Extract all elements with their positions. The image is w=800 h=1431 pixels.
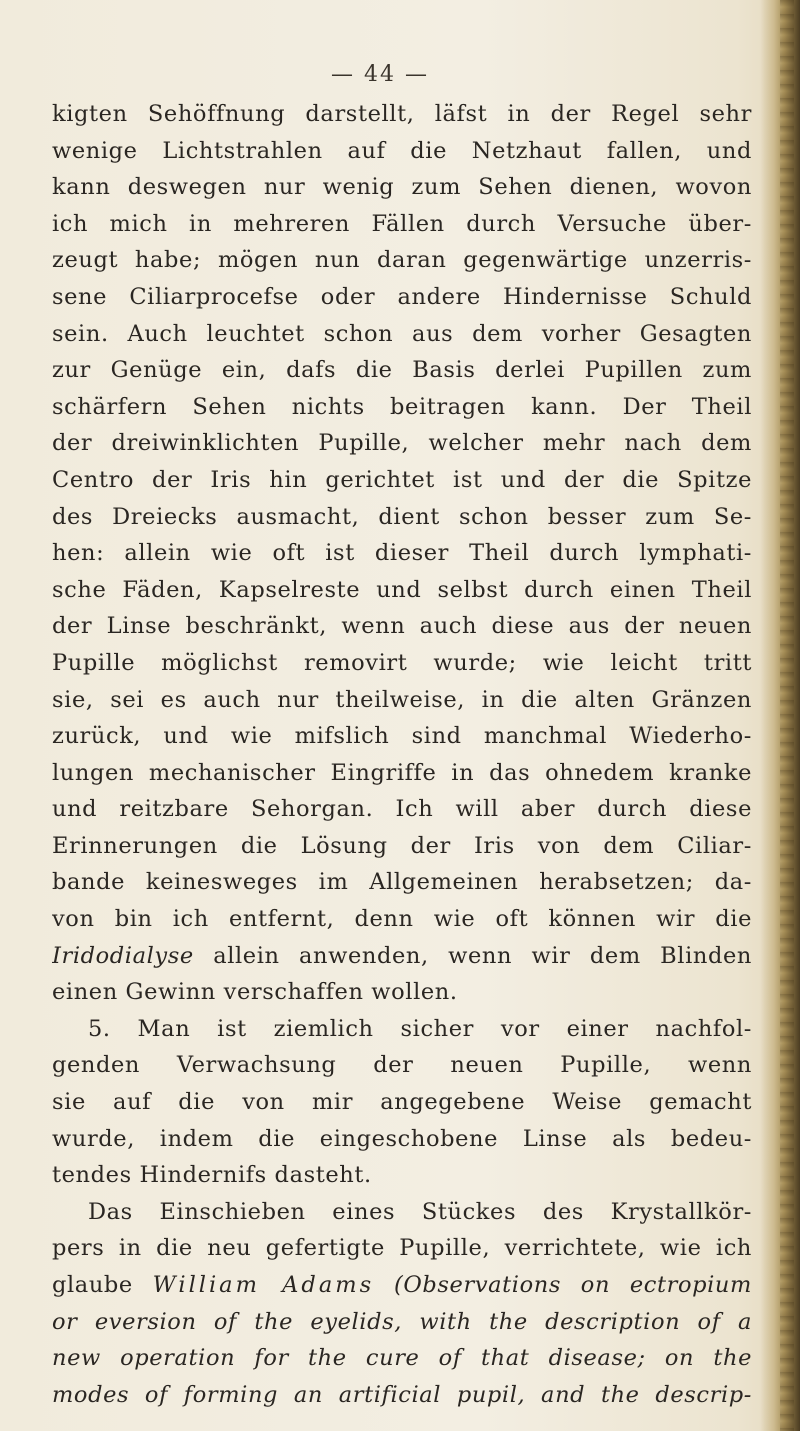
line-start: glaube (52, 1272, 133, 1298)
text-line: kann deswegen nur wenig zum Sehen dienen, wovon (52, 174, 752, 201)
text-line: des Dreiecks ausmacht, dient schon besser zum Se- (52, 503, 752, 530)
italic-term-iridodialyse: Iridodialyse (52, 942, 194, 969)
book-binding-edge (760, 0, 800, 1431)
text-line: wurde, indem die eingeschobene Linse als bedeu- (52, 1125, 752, 1152)
text-line: zeugt habe; mögen nun daran gegenwärtige unzerris- (52, 247, 752, 274)
text-line: zurück, und wie mifslich sind manchmal Wiederho- (52, 723, 752, 750)
text-line: bande keinesweges im Allgemeinen herabsetzen; da- (52, 869, 752, 896)
text-line: ich mich in mehreren Fällen durch Versuche über- (52, 210, 752, 237)
text-line: sein. Auch leuchtet schon aus dem vorher Gesagten (52, 320, 752, 347)
text-line: sene Ciliarprocefse oder andere Hindernisse Schuld (52, 283, 752, 310)
citation-start: (Observations on ectropium (393, 1272, 752, 1298)
text-line-with-term (52, 938, 752, 975)
text-line: einen Gewinn verschaffen wollen. (52, 979, 458, 1006)
text-line: lungen mechanischer Eingriffe in das ohnedem kranke (52, 759, 752, 786)
text-line: pers in die neu gefertigte Pupille, verrichtete, wie ich (52, 1235, 752, 1262)
text-line: sie auf die von mir angegebene Weise gemacht (52, 1089, 752, 1116)
text-line: zur Genüge ein, dafs die Basis derlei Pupillen zum (52, 357, 752, 384)
text-line: und reitzbare Sehorgan. Ich will aber durch diese (52, 796, 752, 823)
text-line: Centro der Iris hin gerichtet ist und der die Spitze (52, 466, 752, 493)
text-line-citation: or eversion of the eyelids, with the description of a (52, 1308, 752, 1335)
text-line: sie, sei es auch nur theilweise, in die alten Gränzen (52, 686, 752, 713)
body-text (52, 96, 752, 1413)
line-remainder: allein anwenden, wenn wir dem Blinden (213, 942, 752, 969)
text-line: hen: allein wie oft ist dieser Theil durch lymphati- (52, 540, 752, 567)
text-line-citation: new operation for the cure of that disease; on the (52, 1345, 752, 1372)
text-line: wenige Lichtstrahlen auf die Netzhaut fallen, und (52, 137, 752, 164)
text-line-with-author (52, 1267, 752, 1304)
text-line-paragraph: Das Einschieben eines Stückes des Krystallkör- (88, 1198, 752, 1225)
text-line-paragraph-5: 5. Man ist ziemlich sicher vor einer nachfol- (88, 1015, 752, 1042)
text-line: von bin ich entfernt, denn wie oft können wir die (52, 906, 752, 933)
text-line: schärfern Sehen nichts beitragen kann. Der Theil (52, 393, 752, 420)
page-header: — 44 — (331, 62, 429, 87)
text-line: Pupille möglichst removirt wurde; wie leicht tritt (52, 649, 752, 676)
text-line: genden Verwachsung der neuen Pupille, wenn (52, 1052, 752, 1079)
author-name: William Adams (152, 1272, 375, 1298)
text-line-citation: modes of forming an artificial pupil, and the descrip- (52, 1381, 752, 1408)
text-line: tendes Hindernifs dasteht. (52, 1162, 372, 1189)
text-line: Erinnerungen die Lösung der Iris von dem Ciliar- (52, 832, 752, 859)
text-line: sche Fäden, Kapselreste und selbst durch einen Theil (52, 576, 752, 603)
text-line: der Linse beschränkt, wenn auch diese aus der neuen (52, 613, 752, 640)
text-line: der dreiwinklichten Pupille, welcher mehr nach dem (52, 430, 752, 457)
text-line: kigten Sehöffnung darstellt, läfst in der Regel sehr (52, 101, 752, 127)
